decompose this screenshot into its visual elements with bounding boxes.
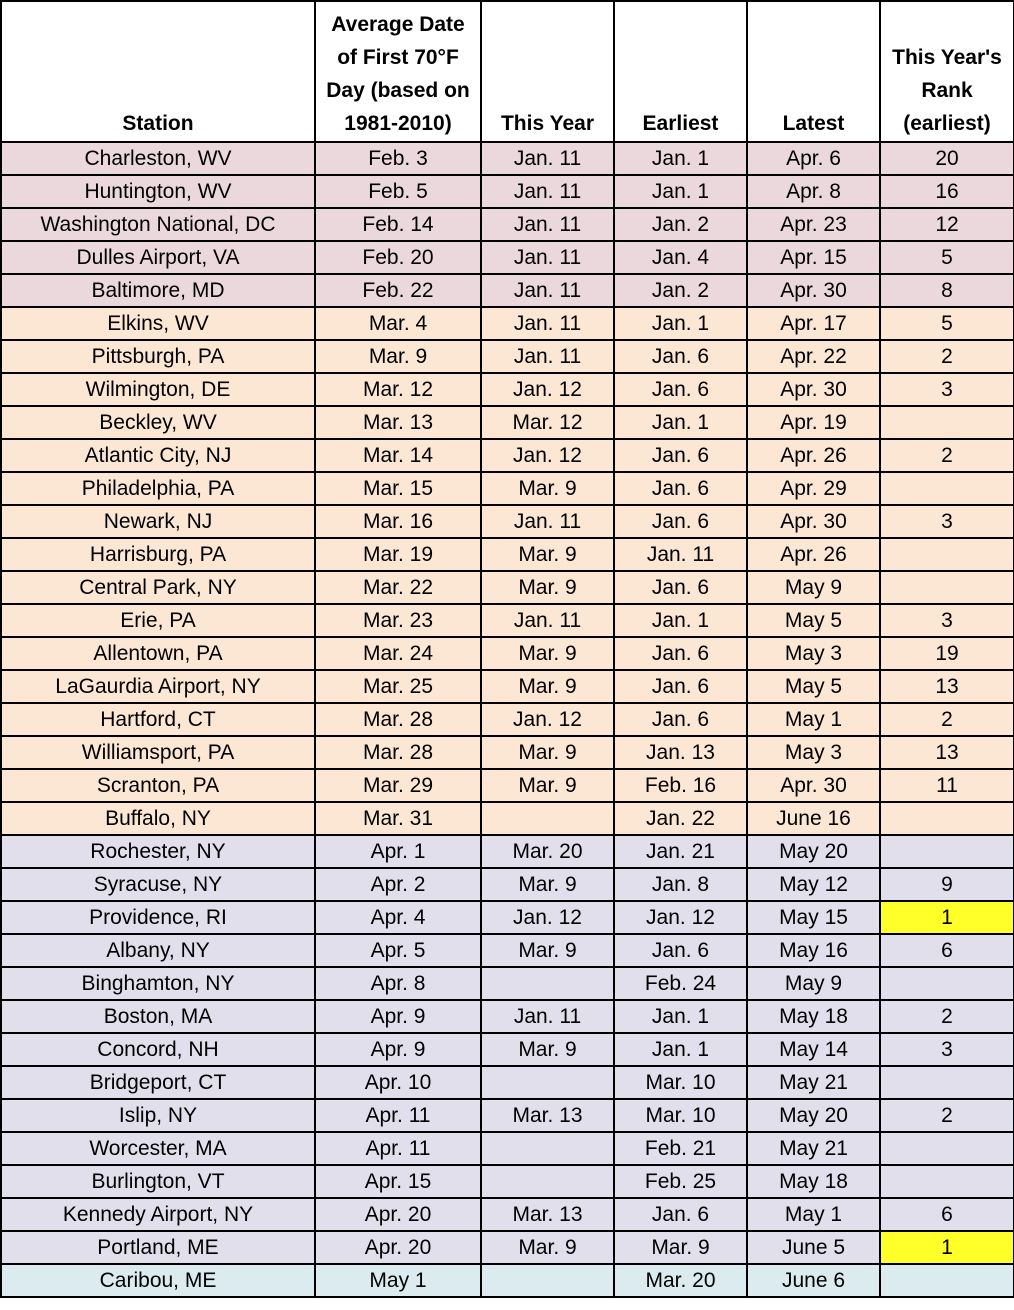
station-cell: Providence, RI [1, 901, 315, 934]
earliest-cell: Jan. 6 [614, 703, 747, 736]
header-earliest: Earliest [614, 1, 747, 142]
station-cell: Huntington, WV [1, 175, 315, 208]
latest-cell: May 18 [747, 1165, 880, 1198]
latest-cell: Apr. 30 [747, 769, 880, 802]
table-row [1, 208, 1014, 241]
table-row [1, 802, 1014, 835]
average-date-cell: Apr. 11 [315, 1132, 481, 1165]
this-year-cell: Mar. 9 [481, 538, 614, 571]
rank-cell: 20 [880, 142, 1014, 175]
latest-cell: May 14 [747, 1033, 880, 1066]
latest-cell: June 5 [747, 1231, 880, 1264]
average-date-cell: Mar. 25 [315, 670, 481, 703]
latest-cell: Apr. 6 [747, 142, 880, 175]
average-date-cell: Mar. 4 [315, 307, 481, 340]
rank-cell [880, 802, 1014, 835]
latest-cell: May 20 [747, 1099, 880, 1132]
earliest-cell: Jan. 6 [614, 373, 747, 406]
average-date-cell: Apr. 9 [315, 1000, 481, 1033]
earliest-cell: Jan. 21 [614, 835, 747, 868]
table-row [1, 1165, 1014, 1198]
earliest-cell: Jan. 1 [614, 142, 747, 175]
earliest-cell: Jan. 1 [614, 604, 747, 637]
station-cell: LaGaurdia Airport, NY [1, 670, 315, 703]
this-year-cell: Jan. 11 [481, 241, 614, 274]
average-date-cell: Mar. 28 [315, 703, 481, 736]
table-row [1, 769, 1014, 802]
rank-cell [880, 571, 1014, 604]
station-cell: Islip, NY [1, 1099, 315, 1132]
latest-cell: June 6 [747, 1264, 880, 1297]
earliest-cell: Jan. 6 [614, 472, 747, 505]
average-date-cell: Mar. 22 [315, 571, 481, 604]
latest-cell: Apr. 26 [747, 439, 880, 472]
station-cell: Boston, MA [1, 1000, 315, 1033]
rank-cell: 16 [880, 175, 1014, 208]
earliest-cell: Jan. 6 [614, 439, 747, 472]
earliest-cell: Mar. 20 [614, 1264, 747, 1297]
station-cell: Baltimore, MD [1, 274, 315, 307]
rank-cell: 2 [880, 1000, 1014, 1033]
earliest-cell: Jan. 6 [614, 571, 747, 604]
station-cell: Rochester, NY [1, 835, 315, 868]
average-date-cell: Apr. 20 [315, 1198, 481, 1231]
earliest-cell: Mar. 10 [614, 1099, 747, 1132]
latest-cell: Apr. 19 [747, 406, 880, 439]
this-year-cell: Jan. 11 [481, 307, 614, 340]
this-year-cell [481, 802, 614, 835]
station-cell: Philadelphia, PA [1, 472, 315, 505]
this-year-cell [481, 1165, 614, 1198]
rank-cell [880, 472, 1014, 505]
latest-cell: May 16 [747, 934, 880, 967]
earliest-cell: Mar. 9 [614, 1231, 747, 1264]
earliest-cell: Feb. 21 [614, 1132, 747, 1165]
average-date-cell: May 1 [315, 1264, 481, 1297]
this-year-cell: Mar. 9 [481, 769, 614, 802]
this-year-cell: Jan. 11 [481, 505, 614, 538]
this-year-cell: Mar. 9 [481, 736, 614, 769]
station-cell: Wilmington, DE [1, 373, 315, 406]
average-date-cell: Mar. 29 [315, 769, 481, 802]
rank-cell: 1 [880, 901, 1014, 934]
table-row [1, 439, 1014, 472]
table-row [1, 406, 1014, 439]
latest-cell: Apr. 17 [747, 307, 880, 340]
rank-cell: 5 [880, 307, 1014, 340]
average-date-cell: Mar. 28 [315, 736, 481, 769]
table-row [1, 901, 1014, 934]
station-cell: Dulles Airport, VA [1, 241, 315, 274]
average-date-cell: Apr. 5 [315, 934, 481, 967]
this-year-cell: Mar. 9 [481, 1231, 614, 1264]
station-cell: Elkins, WV [1, 307, 315, 340]
latest-cell: May 3 [747, 637, 880, 670]
this-year-cell: Mar. 9 [481, 571, 614, 604]
station-cell: Scranton, PA [1, 769, 315, 802]
rank-cell: 11 [880, 769, 1014, 802]
latest-cell: May 5 [747, 670, 880, 703]
earliest-cell: Feb. 24 [614, 967, 747, 1000]
rank-cell: 2 [880, 1099, 1014, 1132]
latest-cell: May 9 [747, 967, 880, 1000]
station-cell: Worcester, MA [1, 1132, 315, 1165]
rank-cell: 8 [880, 274, 1014, 307]
this-year-cell: Jan. 11 [481, 340, 614, 373]
latest-cell: May 15 [747, 901, 880, 934]
average-date-cell: Mar. 13 [315, 406, 481, 439]
latest-cell: May 1 [747, 703, 880, 736]
rank-cell: 2 [880, 703, 1014, 736]
earliest-cell: Jan. 6 [614, 934, 747, 967]
earliest-cell: Feb. 25 [614, 1165, 747, 1198]
this-year-cell [481, 1066, 614, 1099]
header-latest: Latest [747, 1, 880, 142]
rank-cell: 13 [880, 736, 1014, 769]
header-this-year: This Year [481, 1, 614, 142]
rank-cell: 3 [880, 373, 1014, 406]
station-cell: Buffalo, NY [1, 802, 315, 835]
table-row [1, 505, 1014, 538]
this-year-cell: Jan. 12 [481, 373, 614, 406]
table-row [1, 670, 1014, 703]
table-row [1, 736, 1014, 769]
rank-cell: 3 [880, 505, 1014, 538]
table-row [1, 274, 1014, 307]
station-cell: Hartford, CT [1, 703, 315, 736]
rank-cell: 1 [880, 1231, 1014, 1264]
table-row [1, 868, 1014, 901]
latest-cell: June 16 [747, 802, 880, 835]
table-body [1, 142, 1014, 1297]
station-cell: Syracuse, NY [1, 868, 315, 901]
rank-cell [880, 1264, 1014, 1297]
earliest-cell: Jan. 11 [614, 538, 747, 571]
this-year-cell [481, 1264, 614, 1297]
earliest-cell: Jan. 2 [614, 208, 747, 241]
average-date-cell: Mar. 12 [315, 373, 481, 406]
average-date-cell: Feb. 22 [315, 274, 481, 307]
earliest-cell: Feb. 16 [614, 769, 747, 802]
station-cell: Allentown, PA [1, 637, 315, 670]
average-date-cell: Apr. 20 [315, 1231, 481, 1264]
earliest-cell: Jan. 6 [614, 340, 747, 373]
rank-cell: 3 [880, 1033, 1014, 1066]
average-date-cell: Mar. 16 [315, 505, 481, 538]
this-year-cell: Jan. 11 [481, 1000, 614, 1033]
station-cell: Binghamton, NY [1, 967, 315, 1000]
this-year-cell: Jan. 12 [481, 703, 614, 736]
earliest-cell: Jan. 6 [614, 1198, 747, 1231]
station-cell: Portland, ME [1, 1231, 315, 1264]
station-cell: Bridgeport, CT [1, 1066, 315, 1099]
station-cell: Atlantic City, NJ [1, 439, 315, 472]
rank-cell [880, 967, 1014, 1000]
earliest-cell: Jan. 1 [614, 175, 747, 208]
average-date-cell: Feb. 3 [315, 142, 481, 175]
latest-cell: Apr. 30 [747, 373, 880, 406]
rank-cell [880, 1132, 1014, 1165]
table-row [1, 835, 1014, 868]
this-year-cell: Mar. 9 [481, 472, 614, 505]
average-date-cell: Mar. 15 [315, 472, 481, 505]
station-cell: Newark, NJ [1, 505, 315, 538]
table-row [1, 307, 1014, 340]
table-row [1, 241, 1014, 274]
this-year-cell: Mar. 13 [481, 1198, 614, 1231]
earliest-cell: Jan. 4 [614, 241, 747, 274]
latest-cell: May 18 [747, 1000, 880, 1033]
station-cell: Erie, PA [1, 604, 315, 637]
station-cell: Concord, NH [1, 1033, 315, 1066]
table-row [1, 538, 1014, 571]
average-date-cell: Apr. 15 [315, 1165, 481, 1198]
earliest-cell: Jan. 6 [614, 670, 747, 703]
latest-cell: May 21 [747, 1132, 880, 1165]
this-year-cell: Jan. 11 [481, 175, 614, 208]
table-row [1, 1264, 1014, 1297]
latest-cell: May 5 [747, 604, 880, 637]
station-cell: Charleston, WV [1, 142, 315, 175]
table-row [1, 373, 1014, 406]
this-year-cell: Mar. 12 [481, 406, 614, 439]
station-cell: Williamsport, PA [1, 736, 315, 769]
this-year-cell: Jan. 12 [481, 901, 614, 934]
table-row [1, 1099, 1014, 1132]
table-row [1, 604, 1014, 637]
earliest-cell: Jan. 6 [614, 637, 747, 670]
earliest-cell: Jan. 13 [614, 736, 747, 769]
average-date-cell: Apr. 11 [315, 1099, 481, 1132]
average-date-cell: Feb. 14 [315, 208, 481, 241]
table-row [1, 142, 1014, 175]
header-average-date: Average Date of First 70°F Day (based on 1981-2010) [315, 1, 481, 142]
station-cell: Caribou, ME [1, 1264, 315, 1297]
earliest-cell: Jan. 1 [614, 307, 747, 340]
average-date-cell: Apr. 8 [315, 967, 481, 1000]
this-year-cell: Mar. 13 [481, 1099, 614, 1132]
this-year-cell: Mar. 20 [481, 835, 614, 868]
table-row [1, 1198, 1014, 1231]
latest-cell: May 12 [747, 868, 880, 901]
this-year-cell: Jan. 11 [481, 274, 614, 307]
station-cell: Pittsburgh, PA [1, 340, 315, 373]
rank-cell: 19 [880, 637, 1014, 670]
station-cell: Washington National, DC [1, 208, 315, 241]
this-year-cell: Jan. 12 [481, 439, 614, 472]
average-date-cell: Mar. 19 [315, 538, 481, 571]
table-row [1, 1066, 1014, 1099]
rank-cell [880, 406, 1014, 439]
table-row [1, 637, 1014, 670]
earliest-cell: Jan. 12 [614, 901, 747, 934]
earliest-cell: Jan. 6 [614, 505, 747, 538]
station-cell: Albany, NY [1, 934, 315, 967]
latest-cell: May 9 [747, 571, 880, 604]
rank-cell [880, 835, 1014, 868]
table-row [1, 175, 1014, 208]
latest-cell: Apr. 29 [747, 472, 880, 505]
average-date-cell: Apr. 9 [315, 1033, 481, 1066]
average-date-cell: Mar. 31 [315, 802, 481, 835]
this-year-cell: Mar. 9 [481, 670, 614, 703]
table-row [1, 571, 1014, 604]
this-year-cell [481, 967, 614, 1000]
header-rank: This Year's Rank (earliest) [880, 1, 1014, 142]
table-row [1, 967, 1014, 1000]
station-cell: Burlington, VT [1, 1165, 315, 1198]
average-date-cell: Mar. 14 [315, 439, 481, 472]
rank-cell [880, 1066, 1014, 1099]
average-date-cell: Mar. 24 [315, 637, 481, 670]
header-station: Station [1, 1, 315, 142]
earliest-cell: Jan. 1 [614, 1000, 747, 1033]
station-cell: Central Park, NY [1, 571, 315, 604]
this-year-cell [481, 1132, 614, 1165]
table-row [1, 703, 1014, 736]
station-cell: Harrisburg, PA [1, 538, 315, 571]
latest-cell: Apr. 26 [747, 538, 880, 571]
station-cell: Kennedy Airport, NY [1, 1198, 315, 1231]
latest-cell: May 1 [747, 1198, 880, 1231]
table-row [1, 934, 1014, 967]
rank-cell: 9 [880, 868, 1014, 901]
rank-cell: 2 [880, 439, 1014, 472]
rank-cell: 3 [880, 604, 1014, 637]
average-date-cell: Mar. 23 [315, 604, 481, 637]
average-date-cell: Apr. 4 [315, 901, 481, 934]
rank-cell: 6 [880, 934, 1014, 967]
earliest-cell: Jan. 2 [614, 274, 747, 307]
latest-cell: May 21 [747, 1066, 880, 1099]
table-row [1, 1132, 1014, 1165]
earliest-cell: Mar. 10 [614, 1066, 747, 1099]
average-date-cell: Mar. 9 [315, 340, 481, 373]
average-date-cell: Apr. 1 [315, 835, 481, 868]
this-year-cell: Mar. 9 [481, 934, 614, 967]
table-row [1, 1033, 1014, 1066]
station-cell: Beckley, WV [1, 406, 315, 439]
latest-cell: Apr. 30 [747, 274, 880, 307]
header-row [1, 1, 1014, 142]
latest-cell: Apr. 30 [747, 505, 880, 538]
latest-cell: Apr. 22 [747, 340, 880, 373]
earliest-cell: Jan. 1 [614, 406, 747, 439]
average-date-cell: Apr. 10 [315, 1066, 481, 1099]
this-year-cell: Mar. 9 [481, 637, 614, 670]
earliest-cell: Jan. 22 [614, 802, 747, 835]
rank-cell: 12 [880, 208, 1014, 241]
this-year-cell: Jan. 11 [481, 208, 614, 241]
rank-cell: 2 [880, 340, 1014, 373]
rank-cell: 5 [880, 241, 1014, 274]
rank-cell [880, 1165, 1014, 1198]
earliest-cell: Jan. 8 [614, 868, 747, 901]
this-year-cell: Jan. 11 [481, 604, 614, 637]
average-date-cell: Feb. 20 [315, 241, 481, 274]
rank-cell: 13 [880, 670, 1014, 703]
rank-cell: 6 [880, 1198, 1014, 1231]
this-year-cell: Mar. 9 [481, 1033, 614, 1066]
earliest-cell: Jan. 1 [614, 1033, 747, 1066]
table-row [1, 1231, 1014, 1264]
latest-cell: May 20 [747, 835, 880, 868]
average-date-cell: Feb. 5 [315, 175, 481, 208]
rank-cell [880, 538, 1014, 571]
this-year-cell: Mar. 9 [481, 868, 614, 901]
this-year-cell: Jan. 11 [481, 142, 614, 175]
latest-cell: Apr. 15 [747, 241, 880, 274]
latest-cell: May 3 [747, 736, 880, 769]
average-date-cell: Apr. 2 [315, 868, 481, 901]
latest-cell: Apr. 23 [747, 208, 880, 241]
table-row [1, 340, 1014, 373]
latest-cell: Apr. 8 [747, 175, 880, 208]
table-row [1, 472, 1014, 505]
table-row [1, 1000, 1014, 1033]
